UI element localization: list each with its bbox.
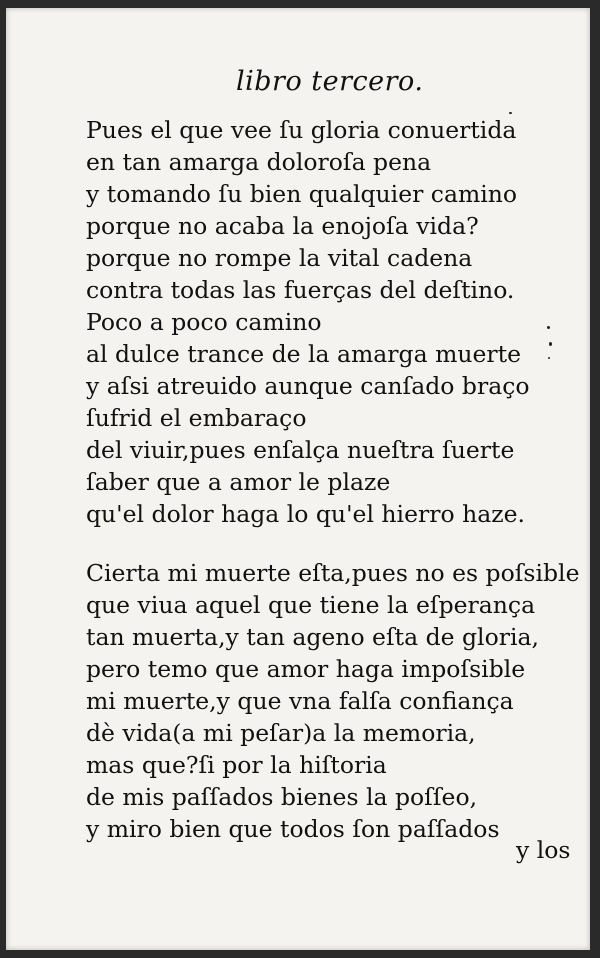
verse-line: al dulce trance de la amarga muerte <box>86 340 521 368</box>
book-page <box>6 8 590 950</box>
verse-line: contra todas las fuerças del deſtino. <box>86 276 515 304</box>
verse-line: y miro bien que todos ſon paſſados <box>86 815 500 843</box>
verse-line: y aſsi atreuido aunque canſado braço <box>86 372 530 400</box>
verse-line: de mis paſſados bienes la poſſeo, <box>86 783 478 811</box>
ink-speck <box>547 326 550 329</box>
verse-line: que viua aquel que tiene la eſperança <box>86 591 536 619</box>
verse-line: en tan amarga doloroſa pena <box>86 148 432 176</box>
verse-line: pero temo que amor haga impoſsible <box>86 655 526 683</box>
verse-line: Cierta mi muerte eſta,pues no es poſsible <box>86 559 580 587</box>
verse-line: porque no rompe la vital cadena <box>86 244 473 272</box>
ink-speck <box>549 342 552 346</box>
verse-line: qu'el dolor haga lo qu'el hierro haze. <box>86 500 525 528</box>
verse-line: mas que?ſi por la hiſtoria <box>86 751 387 779</box>
verse-line: ſaber que a amor le plaze <box>86 468 391 496</box>
verse-line: porque no acaba la enojoſa vida? <box>86 212 479 240</box>
verse-line: Pues el que vee ſu gloria conuertida <box>86 116 517 144</box>
ink-speck <box>509 112 512 114</box>
catchword: y los <box>516 836 571 864</box>
running-title: libro tercero. <box>236 66 424 97</box>
verse-line: tan muerta,y tan ageno eſta de gloria, <box>86 623 539 651</box>
ink-speck <box>548 357 550 359</box>
stanza-2 <box>86 557 579 845</box>
verse-line: ſufrid el embaraço <box>86 404 307 432</box>
verse-line: mi muerte,y que vna falſa confiança <box>86 687 514 715</box>
verse-line: del viuir,pues enſalça nueſtra ſuerte <box>86 436 515 464</box>
verse-line: y tomando ſu bien qualquier camino <box>86 180 518 208</box>
stanza-1 <box>86 114 530 530</box>
verse-line: Poco a poco camino <box>86 308 322 336</box>
verse-line: dè vida(a mi peſar)a la memoria, <box>86 719 476 747</box>
